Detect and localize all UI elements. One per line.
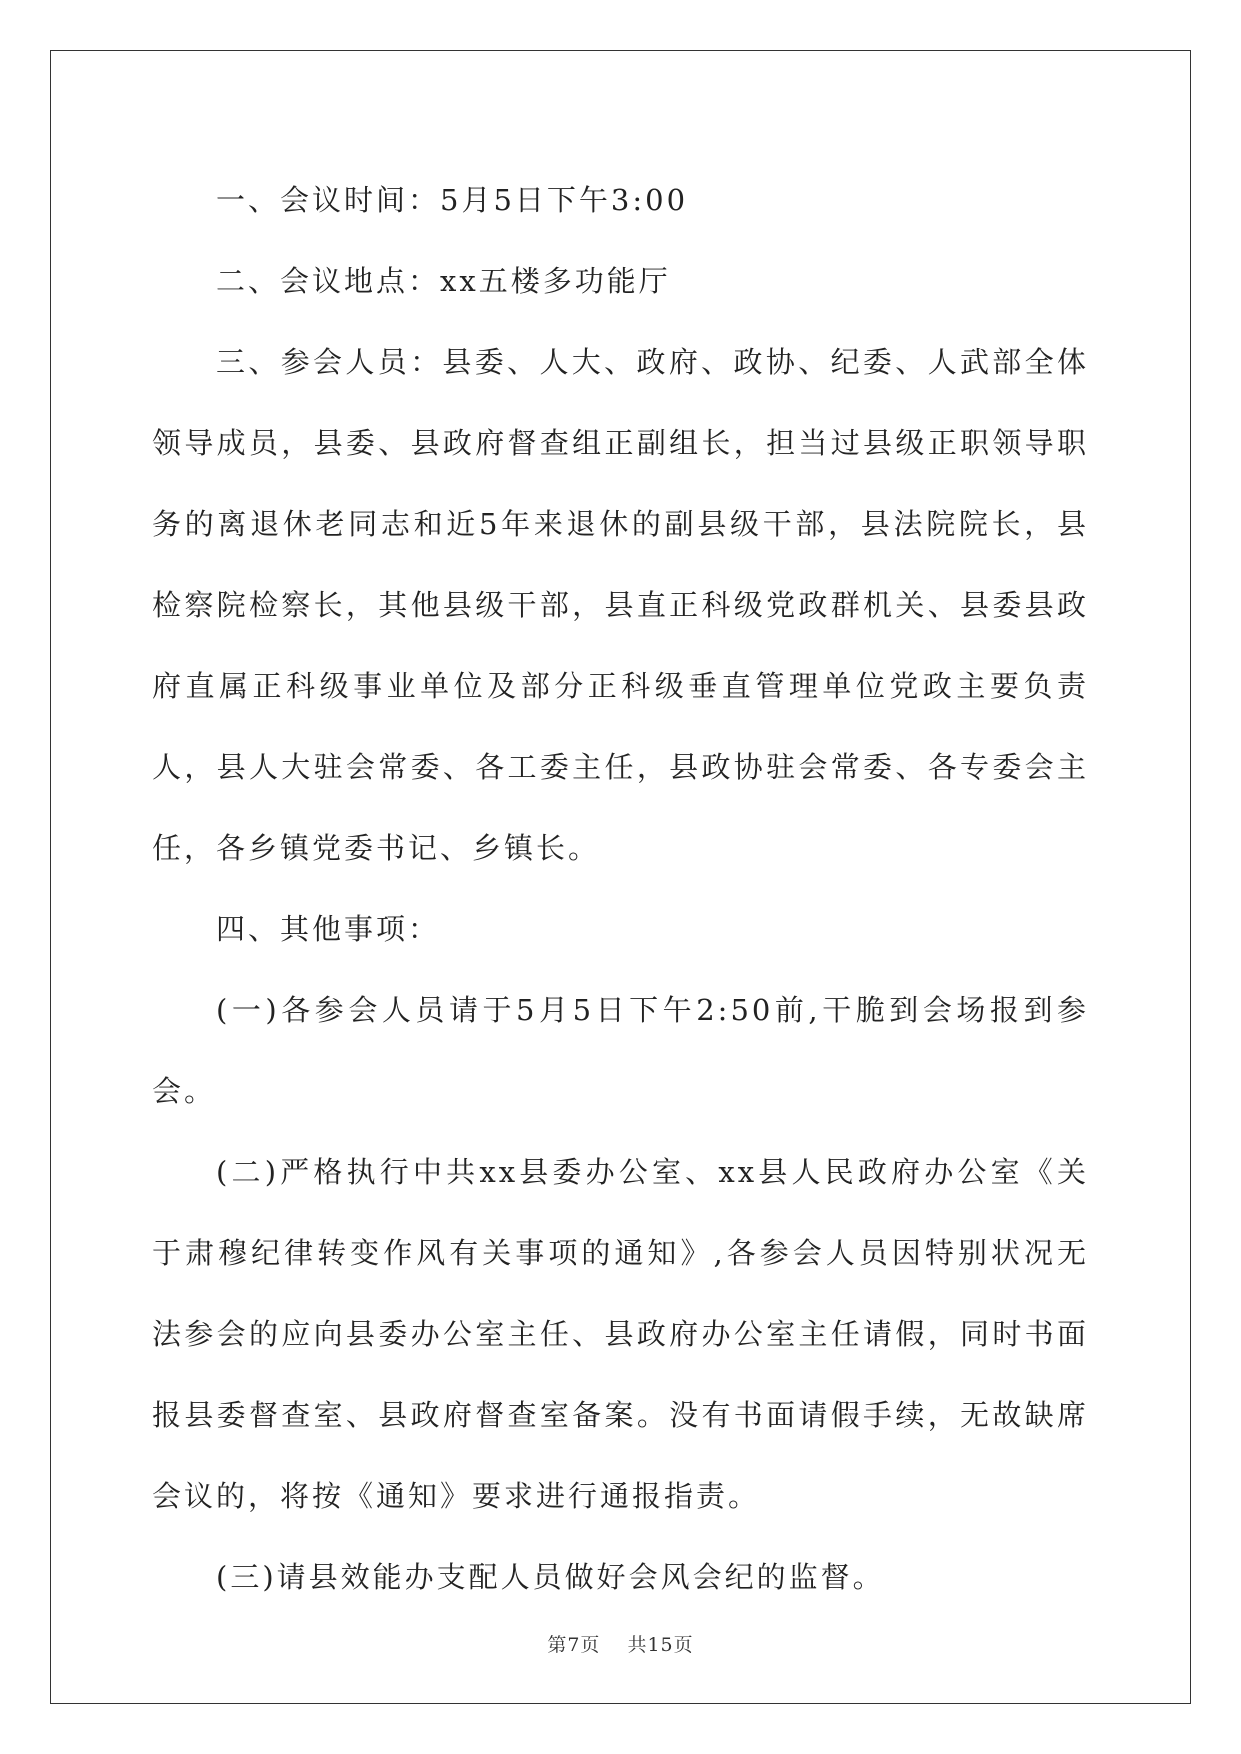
paragraph-item-2: (二)严格执行中共xx县委办公室、xx县人民政府办公室《关于肃穆纪律转变作风有关事项的通知》,各参会人员因特别状况无法参会的应向县委办公室主任、县政府办公室主任请假，同时书面报县委督查室、县政府督查室备案。没有书面请假手续，无故缺席会议的，将按《通知》要求进行通报指责。 xyxy=(152,1155,1089,1513)
paragraph-other-matters-heading: 四、其他事项： xyxy=(216,912,441,946)
page-number-total: 共15页 xyxy=(627,1634,694,1656)
paragraph-item-3: (三)请县效能办支配人员做好会风会纪的监督。 xyxy=(216,1560,885,1594)
paragraph-attendees: 三、参会人员：县委、人大、政府、政协、纪委、人武部全体领导成员，县委、县政府督查组正副组长，担当过县级正职领导职务的离退休老同志和近5年来退休的副县级干部，县法院院长，县检察院检察长，其他县级干部，县直正科级党政群机关、县委县政府直属正科级事业单位及部分正科级垂直管理单位党政主要负责人，县人大驻会常委、各工委主任，县政协驻会常委、各专委会主任，各乡镇党委书记、乡镇长。 xyxy=(152,345,1089,865)
paragraph-meeting-time: 一、会议时间：5月5日下午3:00 xyxy=(216,183,689,217)
page-footer xyxy=(0,1630,1241,1657)
document-body xyxy=(152,160,1089,1618)
paragraph-meeting-location: 二、会议地点：xx五楼多功能厅 xyxy=(216,264,671,298)
paragraph-item-1: (一)各参会人员请于5月5日下午2:50前,干脆到会场报到参会。 xyxy=(152,993,1089,1108)
page-number-current: 第7页 xyxy=(547,1634,601,1656)
